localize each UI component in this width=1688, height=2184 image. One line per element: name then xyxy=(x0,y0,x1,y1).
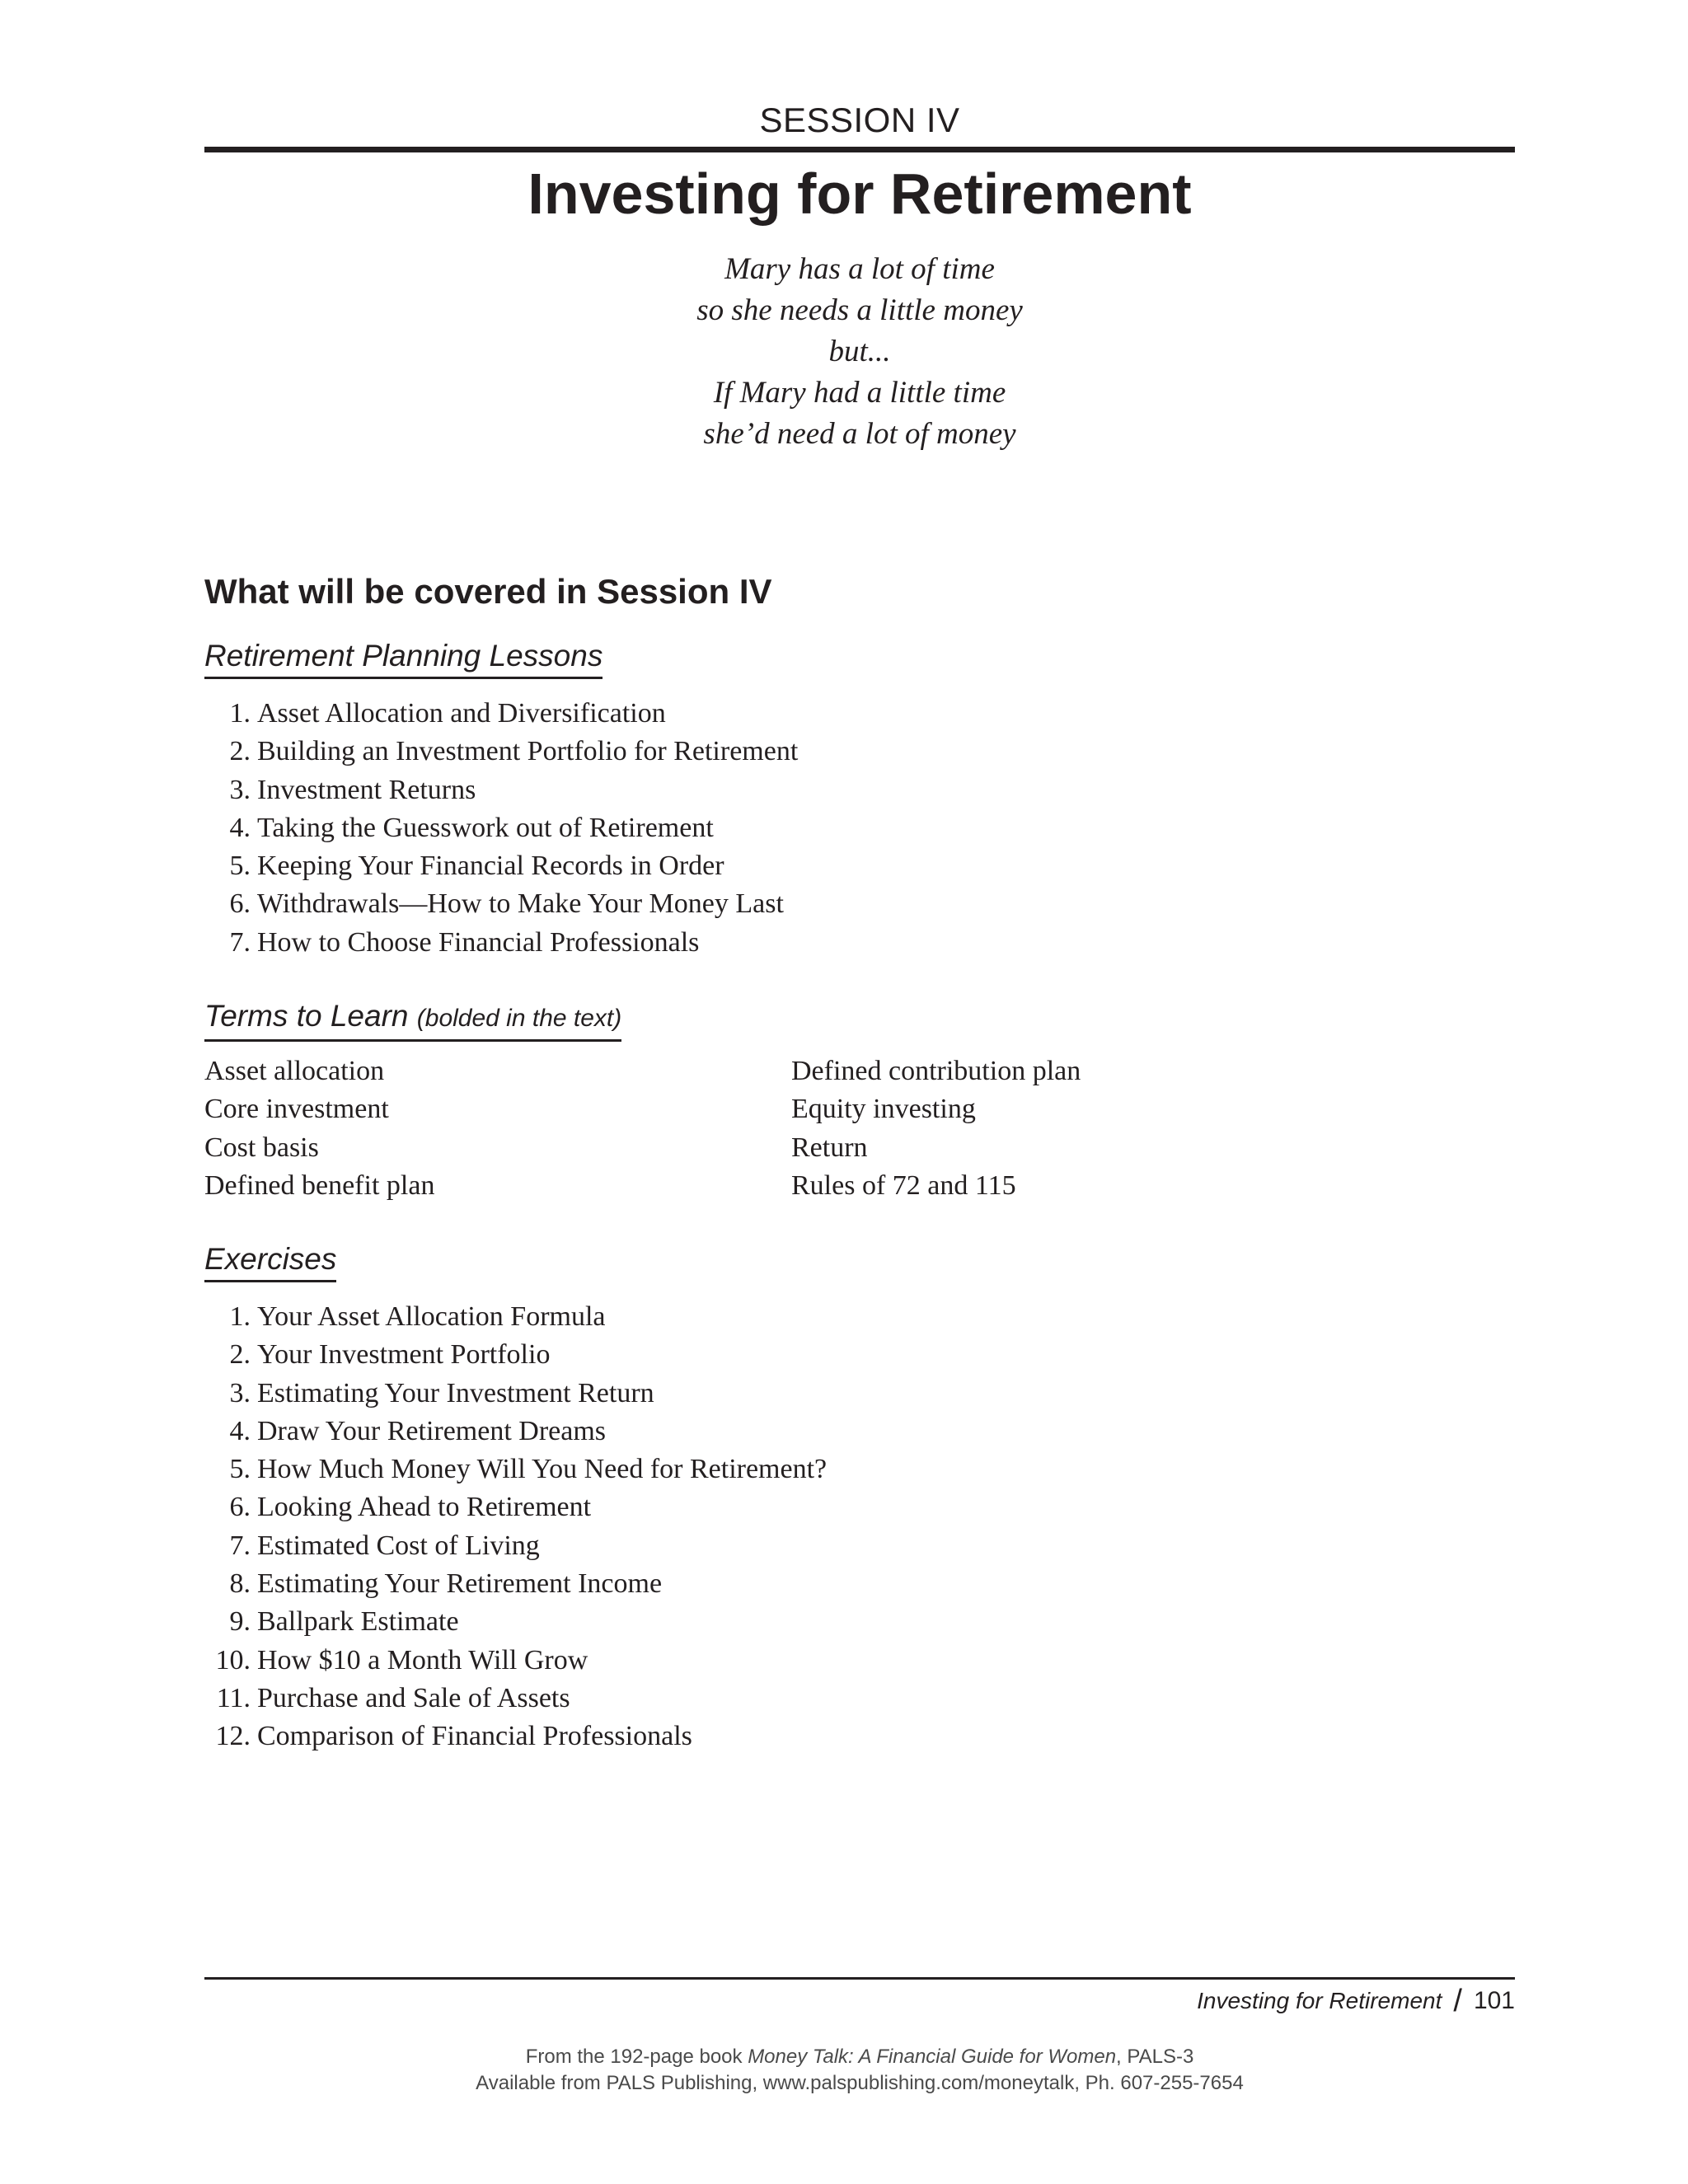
list-item: 3. Estimating Your Investment Return xyxy=(229,1377,654,1408)
covered-heading: What will be covered in Session IV xyxy=(204,572,772,611)
poem-line: Mary has a lot of time xyxy=(724,252,995,286)
credit-line-1: From the 192-page book Money Talk: A Financial Guide for Women, PALS-3 xyxy=(525,2046,1194,2068)
footer-rule xyxy=(204,1977,1515,1980)
running-title: Investing for Retirement xyxy=(1197,1988,1442,2013)
term: Rules of 72 and 115 xyxy=(791,1169,1016,1201)
terms-heading-note: (bolded in the text) xyxy=(416,1005,622,1032)
list-item: 7. Estimated Cost of Living xyxy=(229,1530,540,1561)
terms-row xyxy=(204,1167,1441,1205)
term: Cost basis xyxy=(204,1132,319,1163)
list-item: 7. How to Choose Financial Professionals xyxy=(229,926,700,958)
list-item: 8. Estimating Your Retirement Income xyxy=(229,1568,663,1600)
list-item: 5. Keeping Your Financial Records in Order xyxy=(229,851,724,882)
terms-row xyxy=(204,1129,1441,1167)
list-item: 3. Investment Returns xyxy=(229,774,476,805)
credit-line-2: Available from PALS Publishing, www.palspublishing.com/moneytalk, Ph. 607-255-7654 xyxy=(476,2072,1244,2094)
exercises-heading xyxy=(204,1240,336,1282)
list-item: 6. Withdrawals—How to Make Your Money Last xyxy=(229,888,784,920)
poem-line: she’d need a lot of money xyxy=(703,417,1016,451)
poem-line: so she needs a little money xyxy=(696,293,1023,327)
epigraph-poem xyxy=(204,249,1515,455)
list-item: 1. Your Asset Allocation Formula xyxy=(229,1301,606,1332)
term: Defined contribution plan xyxy=(791,1056,1081,1086)
term: Return xyxy=(791,1132,868,1163)
list-item: 9. Ballpark Estimate xyxy=(229,1606,459,1638)
term: Defined benefit plan xyxy=(204,1169,435,1201)
list-item: 2. Building an Investment Portfolio for Retirement xyxy=(229,736,799,767)
document-page xyxy=(204,0,1515,2184)
list-item: 2. Your Investment Portfolio xyxy=(229,1339,551,1371)
top-rule xyxy=(204,147,1515,152)
terms-heading xyxy=(204,997,621,1042)
footer-slash: / xyxy=(1453,1984,1462,2018)
list-item: 10. How $10 a Month Will Grow xyxy=(215,1644,588,1675)
terms-heading-text: Terms to Learn xyxy=(204,999,409,1033)
terms-row xyxy=(204,1052,1441,1090)
list-item: 12. Comparison of Financial Professionals xyxy=(215,1721,692,1752)
term: Asset allocation xyxy=(204,1056,385,1086)
exercises-heading-text: Exercises xyxy=(204,1242,337,1276)
book-title: Money Talk: A Financial Guide for Women xyxy=(748,2046,1117,2068)
terms-row xyxy=(204,1090,1441,1128)
list-item: 4. Taking the Guesswork out of Retirement xyxy=(229,812,714,843)
lessons-list xyxy=(204,695,1441,962)
page-title: Investing for Retirement xyxy=(528,162,1192,226)
publisher-credit xyxy=(204,2044,1515,2097)
lessons-heading-text: Retirement Planning Lessons xyxy=(204,639,603,673)
poem-line: but... xyxy=(828,335,891,368)
list-item: 5. How Much Money Will You Need for Retirement? xyxy=(229,1454,828,1485)
session-label: SESSION IV xyxy=(759,101,960,139)
term: Core investment xyxy=(204,1094,389,1125)
list-item: 1. Asset Allocation and Diversification xyxy=(229,698,666,729)
lessons-heading xyxy=(204,637,603,679)
list-item: 6. Looking Ahead to Retirement xyxy=(229,1492,592,1523)
terms-grid xyxy=(204,1052,1441,1205)
list-item: 4. Draw Your Retirement Dreams xyxy=(229,1415,607,1446)
exercises-list xyxy=(204,1298,1441,1756)
poem-line: If Mary had a little time xyxy=(713,376,1006,410)
term: Equity investing xyxy=(791,1094,976,1125)
page-number: 101 xyxy=(1473,1987,1515,2014)
running-footer xyxy=(1197,1985,1515,2018)
list-item: 11. Purchase and Sale of Assets xyxy=(216,1682,570,1713)
